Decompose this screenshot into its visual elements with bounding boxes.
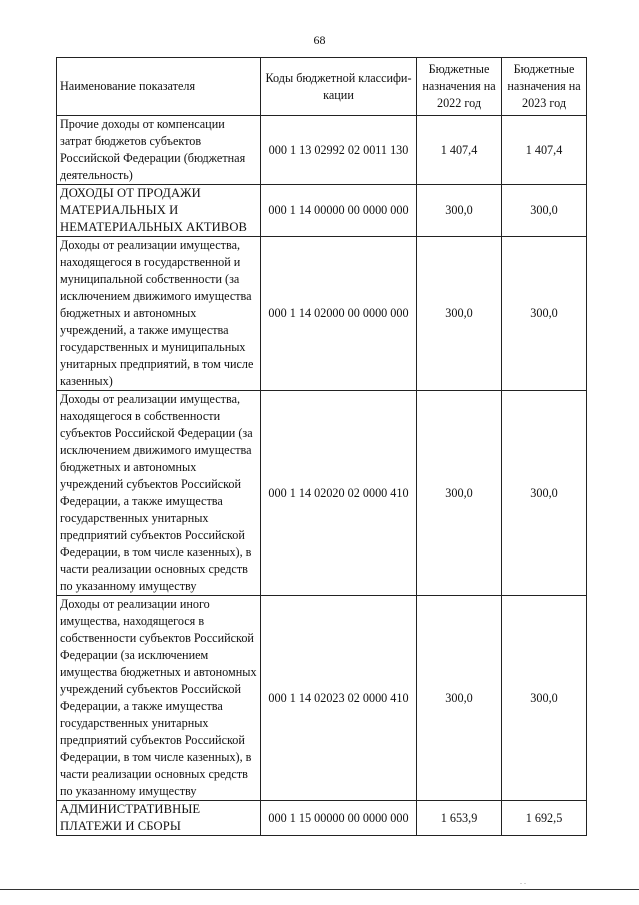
row-indicator-name: Доходы от реализации имущества, находящегося в собственности субъектов Российской Федерации (за исключением движимого имущества бюджетных и автономных учреждений субъектов Российской Федерации, а также имущества государственных унитарных предприятий субъектов Российской Федерации, в том числе казенных), в части реализации основных средств по указанному имуществу (57, 391, 261, 596)
table-row (57, 391, 587, 596)
page-number: 68 (313, 33, 326, 47)
header-budget-2023: Бюджетные назначения на 2023 год (502, 58, 587, 116)
row-budget-code: 000 1 15 00000 00 0000 000 (261, 801, 417, 836)
row-budget-2023: 300,0 (502, 185, 587, 237)
row-budget-2023: 300,0 (502, 391, 587, 596)
row-budget-2022: 300,0 (417, 237, 502, 391)
row-budget-2023: 300,0 (502, 237, 587, 391)
header-budget-code: Коды бюджетной классифи-кации (261, 58, 417, 116)
bottom-divider (0, 889, 639, 890)
row-budget-2023: 1 692,5 (502, 801, 587, 836)
row-budget-code: 000 1 14 02023 02 0000 410 (261, 596, 417, 801)
row-budget-2022: 1 653,9 (417, 801, 502, 836)
table-row (57, 185, 587, 237)
table-row (57, 116, 587, 185)
row-budget-2022: 1 407,4 (417, 116, 502, 185)
row-indicator-name: Доходы от реализации иного имущества, находящегося в собственности субъектов Российской Федерации (за исключением имущества бюджетных и автономных учреждений субъектов Российской Федерации, а также имущества государственных унитарных предприятий субъектов Российской Федерации, в том числе казенных), в части реализации основных средств по указанному имуществу (57, 596, 261, 801)
row-budget-code: 000 1 13 02992 02 0011 130 (261, 116, 417, 185)
table-row (57, 801, 587, 836)
table-row (57, 596, 587, 801)
row-indicator-name: АДМИНИСТРАТИВНЫЕ ПЛАТЕЖИ И СБОРЫ (57, 801, 261, 836)
table-header-row (57, 58, 587, 116)
row-budget-2022: 300,0 (417, 185, 502, 237)
budget-table (56, 57, 587, 836)
table-row (57, 237, 587, 391)
header-budget-2022: Бюджетные назначения на 2022 год (417, 58, 502, 116)
header-indicator-name: Наименование показателя (57, 58, 261, 116)
row-budget-2022: 300,0 (417, 391, 502, 596)
row-budget-2023: 300,0 (502, 596, 587, 801)
row-indicator-name: ДОХОДЫ ОТ ПРОДАЖИ МАТЕРИАЛЬНЫХ И НЕМАТЕРИАЛЬНЫХ АКТИВОВ (57, 185, 261, 237)
row-budget-2022: 300,0 (417, 596, 502, 801)
scan-artifact: . . (520, 877, 526, 886)
row-budget-code: 000 1 14 02000 00 0000 000 (261, 237, 417, 391)
row-budget-2023: 1 407,4 (502, 116, 587, 185)
row-budget-code: 000 1 14 02020 02 0000 410 (261, 391, 417, 596)
row-indicator-name: Доходы от реализации имущества, находящегося в государственной и муниципальной собственности (за исключением движимого имущества бюджетных и автономных учреждений, а также имущества государственных и муниципальных унитарных предприятий, в том числе казенных) (57, 237, 261, 391)
row-indicator-name: Прочие доходы от компенсации затрат бюджетов субъектов Российской Федерации (бюджетная деятельность) (57, 116, 261, 185)
row-budget-code: 000 1 14 00000 00 0000 000 (261, 185, 417, 237)
